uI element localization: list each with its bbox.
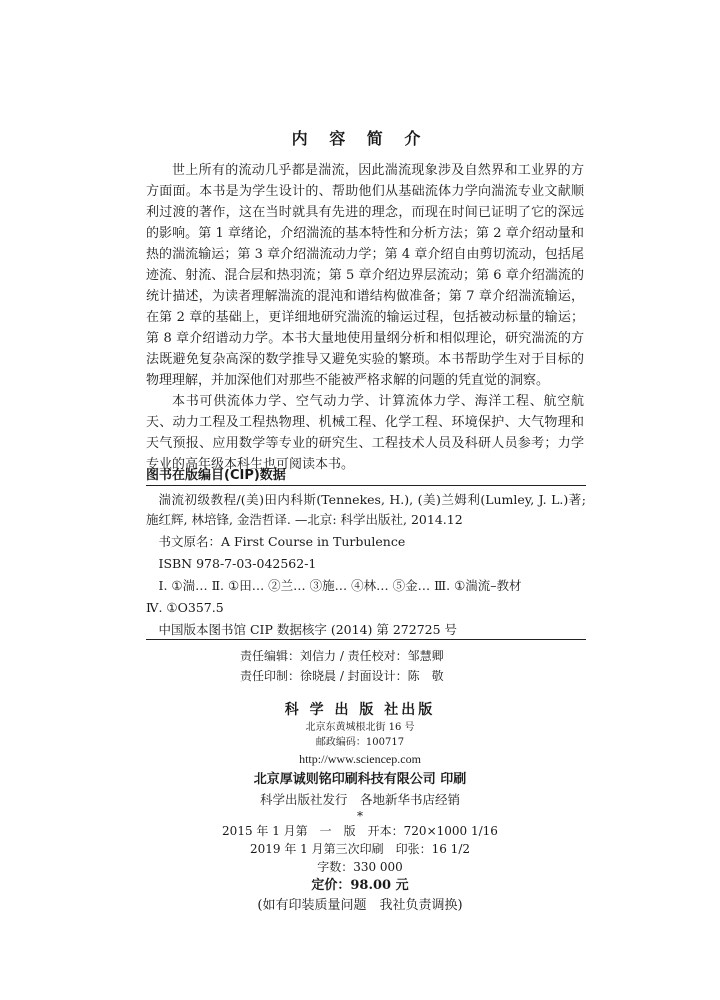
publisher-url: http://www.sciencep.com <box>299 752 421 766</box>
publisher-address: 北京东黄城根北街 16 号 <box>305 722 415 733</box>
page-title: 内 容 简 介 <box>291 129 429 148</box>
intro-paragraph-2: 本书可供流体力学、空气动力学、计算流体力学、海洋工程、航空航天、动力工程及工程热物理、机械工程、化学工程、环境保护、大气物理和天气预报、应用数学等专业的研究生、工程技术人员及科研人员参考；力学专业的高年级本科生也可阅读本书。 <box>146 394 584 472</box>
cip-original-title: 书文原名：A First Course in Turbulence <box>158 534 406 549</box>
cip-heading: 图书在版编目(CIP)数据 <box>146 468 286 483</box>
cip-record-number: 中国版本图书馆 CIP 数据核字 (2014) 第 272725 号 <box>158 622 458 637</box>
publisher-postcode: 邮政编码：100717 <box>315 737 405 748</box>
quality-note: (如有印装质量问题 我社负责调换) <box>257 898 463 913</box>
cip-isbn: ISBN 978-7-03-042562-1 <box>158 556 317 571</box>
cip-data-block <box>146 490 586 642</box>
intro-paragraph-1: 世上所有的流动几乎都是湍流，因此湍流现象涉及自然界和工业界的方方面面。本书是为学生设计的、帮助他们从基础流体力学向湍流专业文献顺利过渡的著作，这在当时就具有先进的理念，而现在时间已证明了它的深远的影响。第 1 章绪论，介绍湍流的基本特性和分析方法；第 2 章介绍动量和热的湍流输运；第 3 章介绍湍流动力学；第 4 章介绍自由剪切流动，包括尾迹流、射流、混合层和热羽流；第 5 章介绍边界层流动；第 6 章介绍湍流的统计描述，为读者理解湍流的混沌和谱结构做准备；第 7 章介绍湍流输运，在第 2 章的基础上，更详细地研究湍流的输运过程，包括被动标量的输运；第 8 章介绍谱动力学。本书大量地使用量纲分析和相似理论，研究湍流的方法既避免复杂高深的数学推导又避免实验的繁琐。本书帮助学生对于目标的物理理解，并加深他们对那些不能被严格求解的问题的凭直觉的洞察。 <box>146 163 584 388</box>
cip-classification: Ⅰ. ①湍… Ⅱ. ①田… ②兰… ③施… ④林… ⑤金… Ⅲ. ①湍流–教材 <box>158 578 522 593</box>
cip-classification-2: Ⅳ. ①O357.5 <box>146 600 224 615</box>
printer-name: 北京厚诚则铭印刷科技有限公司 印刷 <box>253 772 467 787</box>
book-introduction <box>146 160 584 475</box>
edition-line: 2015 年 1 月第 一 版 开本：720×1000 1/16 <box>222 824 498 838</box>
editorial-credits <box>0 646 720 686</box>
credits-line-1: 责任编辑：刘信力 / 责任校对：邹慧卿 <box>240 649 444 663</box>
printing-line: 2019 年 1 月第三次印刷 印张：16 1/2 <box>249 842 470 856</box>
price: 定价：98.00 元 <box>311 878 409 893</box>
publisher-name: 科 学 出 版 社出版 <box>284 702 436 718</box>
distribution-line: 科学出版社发行 各地新华书店经销 <box>259 792 460 807</box>
publisher-block <box>0 700 720 916</box>
word-count: 字数：330 000 <box>317 860 403 874</box>
cip-entry: 湍流初级教程/(美)田内科斯(Tennekes, H.), (美)兰姆利(Lumley, J. L.)著; 施红辉, 林培锋, 金浩哲译. —北京: 科学出版社, 2014.12 <box>146 492 586 527</box>
divider-top <box>146 485 586 486</box>
separator-star: * <box>357 809 363 823</box>
divider-bottom <box>146 639 586 640</box>
credits-line-2: 责任印制：徐晓晨 / 封面设计：陈 敬 <box>240 669 444 683</box>
